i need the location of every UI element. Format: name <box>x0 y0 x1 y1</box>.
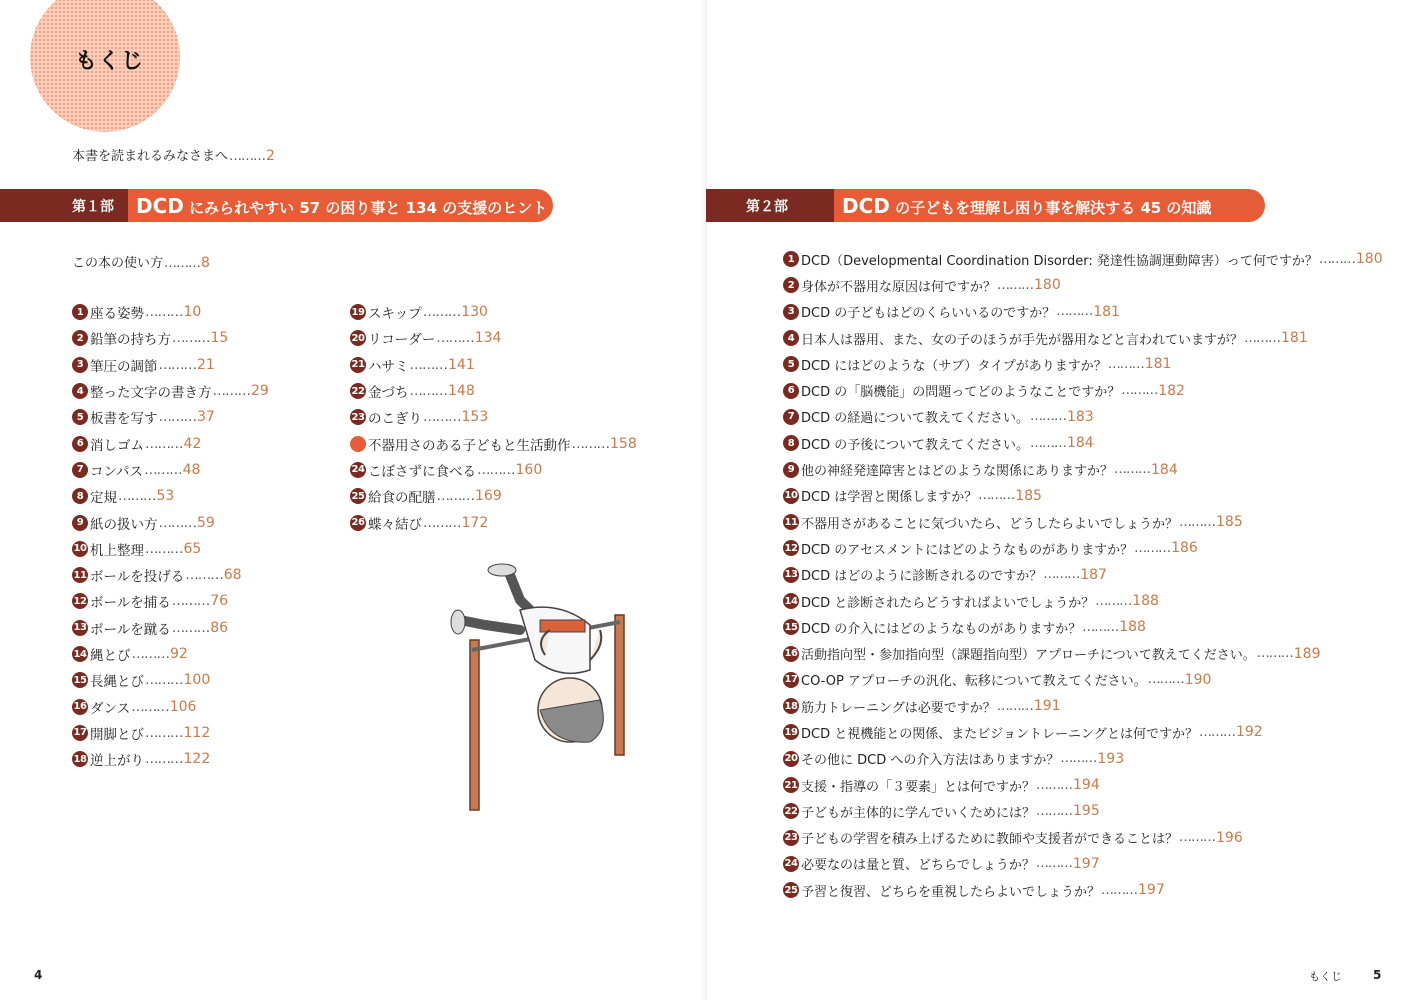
entry-label: 日本人は器用、また、女の子のほうが手先が器用などと言われていますが？ <box>801 332 1244 348</box>
entry-label: DCD の経過について教えてください。 <box>801 411 1029 427</box>
usage-entry[interactable] <box>72 252 210 271</box>
toc-entry[interactable] <box>783 351 1383 377</box>
entry-label: DCD と視機能との関係、またビジョントレーニングとは何ですか？ <box>801 726 1198 742</box>
entry-number-badge: 21 <box>350 357 366 373</box>
toc-entry[interactable] <box>783 877 1383 903</box>
entry-page: 186 <box>1171 540 1198 557</box>
entry-page: 193 <box>1097 750 1125 767</box>
entry-label: DCD の子どもはどのくらいいるのですか？ <box>801 306 1056 322</box>
entry-label: 定規 <box>90 490 117 507</box>
entry-label: リコーダー <box>368 332 436 349</box>
entry-number-badge: 4 <box>72 383 88 399</box>
toc-entry[interactable] <box>783 667 1383 693</box>
intro-page: 2 <box>266 148 275 164</box>
toc-entry[interactable] <box>72 588 269 614</box>
leader-dots: ……… <box>1036 777 1073 793</box>
leader-dots: ……… <box>422 304 461 321</box>
page-number-left: 4 <box>34 968 43 982</box>
entry-label: 不器用さがあることに気づいたら、どうしたらよいでしょうか？ <box>801 516 1179 532</box>
entry-page: 10 <box>183 304 202 321</box>
leader-dots: ……… <box>158 409 196 426</box>
entry-number-badge: 2 <box>72 330 88 346</box>
entry-page: 29 <box>251 383 269 400</box>
leader-dots: ……… <box>185 567 223 584</box>
leader-dots: ……… <box>409 383 447 400</box>
entry-label: 給食の配膳 <box>368 490 436 507</box>
entry-label: 筆圧の調節 <box>90 358 158 375</box>
entry-page: 181 <box>1144 356 1172 373</box>
toc-entry[interactable] <box>783 430 1383 456</box>
leader-dots: ……… <box>171 593 210 610</box>
entry-number-badge: 25 <box>783 882 799 898</box>
entry-number-badge: 12 <box>72 593 88 609</box>
entry-label: 支援・指導の「３要素」とは何ですか？ <box>801 779 1036 795</box>
entry-number-badge: 11 <box>783 514 799 530</box>
toc-entry[interactable] <box>783 483 1383 509</box>
part2-title <box>834 194 1211 218</box>
entry-page: 185 <box>1015 487 1042 504</box>
bullet-dot-icon <box>350 436 366 452</box>
leader-dots: ……… <box>1114 462 1151 478</box>
entry-number-badge: 22 <box>350 383 366 399</box>
toc-entry[interactable] <box>350 352 637 378</box>
leader-dots: ……… <box>131 698 169 715</box>
toc-part2-list <box>783 246 1383 903</box>
entry-page: 59 <box>197 514 215 531</box>
entry-label: こぼさずに食べる <box>368 463 476 480</box>
entry-page: 190 <box>1184 671 1212 688</box>
leader-dots: ……… <box>436 488 474 505</box>
entry-label: 机上整理 <box>90 542 144 559</box>
entry-page: 92 <box>170 646 188 662</box>
entry-page: 181 <box>1093 303 1120 320</box>
leader-dots: ……… <box>1060 751 1097 767</box>
footer-section-label: もくじ <box>1309 970 1342 983</box>
leader-dots: ……… <box>145 724 183 741</box>
toc-column-2 <box>350 299 637 536</box>
entry-page: 183 <box>1066 408 1094 425</box>
toc-entry[interactable] <box>72 483 269 509</box>
entry-label: DCD の予後について教えてください。 <box>801 437 1029 453</box>
toc-entry[interactable] <box>783 719 1383 745</box>
entry-label: スキップ <box>368 306 422 323</box>
entry-label: DCD と診断されたらどうすればよいでしょうか？ <box>801 595 1095 611</box>
leader-dots: ……… <box>158 514 196 531</box>
leader-dots: ……… <box>1082 619 1119 635</box>
entry-label: DCD（Developmental Coordination Disorder: 発達性協調運動障害）って何ですか？ <box>801 253 1318 269</box>
entry-page: 42 <box>183 435 202 452</box>
entry-page: 188 <box>1119 619 1146 636</box>
entry-page: 21 <box>197 356 215 373</box>
leader-dots: ……… <box>144 461 182 478</box>
part1-header <box>0 189 553 222</box>
entry-label: 板書を写す <box>90 411 158 428</box>
intro-label: 本書を読まれるみなさまへ <box>72 149 229 164</box>
toc-entry[interactable] <box>72 667 269 693</box>
entry-number-badge: 16 <box>72 699 88 715</box>
entry-page: 196 <box>1216 829 1243 846</box>
entry-number-badge: 11 <box>72 567 88 583</box>
leader-dots: ……… <box>1043 567 1080 583</box>
leader-dots: ……… <box>171 619 210 636</box>
entry-number-badge: 23 <box>783 830 799 846</box>
toc-entry[interactable] <box>783 772 1383 798</box>
leader-dots: ……… <box>423 409 461 426</box>
entry-page: 65 <box>183 540 202 557</box>
toc-entry[interactable] <box>72 325 269 351</box>
entry-number-badge: 6 <box>72 436 88 452</box>
leader-dots: ……… <box>1198 724 1235 740</box>
leader-dots: ……… <box>1244 330 1281 346</box>
entry-number-badge: 24 <box>783 856 799 872</box>
leader-dots: ……… <box>164 256 201 271</box>
toc-entry[interactable] <box>350 457 637 483</box>
entry-page: 76 <box>210 593 229 610</box>
entry-page: 134 <box>474 330 502 347</box>
entry-page: 197 <box>1138 882 1165 899</box>
toc-entry[interactable] <box>72 562 269 588</box>
entry-label: 子どもの学習を積み上げるために教師や支援者ができることは？ <box>801 832 1179 848</box>
toc-entry[interactable] <box>72 352 269 378</box>
toc-entry[interactable] <box>783 509 1383 535</box>
toc-entry[interactable] <box>783 588 1383 614</box>
entry-page: 106 <box>169 698 197 715</box>
entry-page: 189 <box>1293 645 1321 662</box>
toc-entry[interactable] <box>783 825 1383 851</box>
toc-entry[interactable] <box>783 746 1383 772</box>
leader-dots: ……… <box>145 751 183 768</box>
entry-page: 192 <box>1235 724 1263 741</box>
entry-page: 53 <box>156 488 175 505</box>
entry-page: 197 <box>1072 855 1100 872</box>
toc-entry[interactable] <box>350 483 637 509</box>
toc-entry[interactable] <box>72 693 269 719</box>
leader-dots: ……… <box>1179 830 1216 846</box>
entry-page: 112 <box>183 724 211 741</box>
intro-entry[interactable] <box>72 145 275 164</box>
entry-number-badge: 5 <box>72 409 88 425</box>
entry-number-badge: 19 <box>350 304 366 320</box>
leader-dots: ……… <box>1318 251 1355 267</box>
leader-dots: ……… <box>978 488 1015 504</box>
entry-number-badge: 10 <box>72 541 88 557</box>
toc-entry[interactable] <box>783 299 1383 325</box>
entry-page: 188 <box>1132 593 1159 609</box>
leader-dots: ……… <box>145 304 183 321</box>
entry-label: 不器用さのある子どもと生活動作 <box>368 437 571 454</box>
leader-dots: ……… <box>1029 409 1066 425</box>
toc-entry[interactable] <box>783 640 1383 666</box>
entry-number-badge: 25 <box>350 488 366 504</box>
entry-number-badge: 18 <box>783 698 799 714</box>
usage-label: この本の使い方 <box>72 256 164 271</box>
entry-number-badge: 16 <box>783 646 799 662</box>
leader-dots: ……… <box>158 356 196 373</box>
leader-dots: ……… <box>423 514 461 531</box>
leader-dots: ……… <box>1095 593 1132 609</box>
page-title: もくじ <box>75 49 145 74</box>
part1-title-big: DCD <box>136 193 184 218</box>
leader-dots: ……… <box>145 435 183 452</box>
entry-number-badge: 15 <box>783 619 799 635</box>
entry-label: 必要なのは量と質、どちらでしょうか？ <box>801 858 1035 874</box>
leader-dots: ……… <box>997 277 1034 293</box>
entry-label: 活動指向型・参加指向型（課題指向型）アプローチについて教えてください。 <box>801 648 1256 664</box>
leader-dots: ……… <box>1029 435 1066 451</box>
leader-dots: ……… <box>1256 646 1293 662</box>
entry-label: DCD は学習と関係しますか？ <box>801 490 978 506</box>
toc-entry[interactable] <box>783 851 1383 877</box>
toc-entry[interactable] <box>783 325 1383 351</box>
entry-number-badge: 3 <box>72 357 88 373</box>
entry-number-badge: 1 <box>72 304 88 320</box>
toc-entry[interactable] <box>783 535 1383 561</box>
entry-label: 長縄とび <box>90 674 144 691</box>
left-page <box>0 0 707 1000</box>
entry-number-badge: 6 <box>783 383 799 399</box>
entry-number-badge: 2 <box>783 277 799 293</box>
entry-label: 縄とび <box>90 648 131 664</box>
entry-number-badge: 23 <box>350 409 366 425</box>
entry-label: ダンス <box>90 700 131 717</box>
entry-page: 180 <box>1034 277 1061 294</box>
toc-entry[interactable] <box>72 299 269 325</box>
entry-number-badge: 5 <box>783 356 799 372</box>
entry-page: 148 <box>448 383 475 400</box>
toc-entry[interactable] <box>783 377 1383 403</box>
part1-title-rest: にみられやすい 57 の困り事と 134 の支援のヒント <box>183 198 548 217</box>
entry-number-badge: 1 <box>783 251 799 267</box>
entry-label: CO-OP アプローチの汎化、転移について教えてください。 <box>801 674 1147 690</box>
toc-entry[interactable] <box>72 509 269 535</box>
entry-page: 180 <box>1355 251 1383 268</box>
entry-page: 160 <box>515 461 543 478</box>
entry-label: 他の神経発達障害とはどのような関係にありますか？ <box>801 464 1114 480</box>
leader-dots: ……… <box>1036 803 1073 819</box>
entry-label: 筋力トレーニングは必要ですか？ <box>801 700 996 716</box>
entry-page: 153 <box>461 409 489 426</box>
toc-entry[interactable] <box>72 536 269 562</box>
entry-page: 184 <box>1151 461 1178 478</box>
entry-label: コンパス <box>90 463 144 480</box>
toc-entry[interactable] <box>783 456 1383 482</box>
leader-dots: ……… <box>212 383 250 400</box>
entry-label: 開脚とび <box>90 726 144 743</box>
entry-number-badge: 19 <box>783 724 799 740</box>
entry-number-badge: 4 <box>783 330 799 346</box>
entry-page: 15 <box>210 330 229 347</box>
entry-page: 195 <box>1073 803 1100 820</box>
leader-dots: ……… <box>172 330 210 347</box>
entry-label: その他に DCD への介入方法はありますか？ <box>801 753 1060 769</box>
entry-label: DCD はどのように診断されるのですか？ <box>801 569 1043 585</box>
part1-title <box>128 194 547 218</box>
entry-label: 身体が不器用な原因は何ですか？ <box>801 279 997 295</box>
entry-number-badge: 9 <box>72 515 88 531</box>
leader-dots: ……… <box>996 698 1033 714</box>
leader-dots: ……… <box>477 461 515 478</box>
entry-number-badge: 17 <box>72 725 88 741</box>
toc-entry[interactable] <box>350 299 637 325</box>
part2-title-rest: の子どもを理解し困り事を解決する 45 の知識 <box>889 198 1212 217</box>
entry-label: ボールを捕る <box>90 595 171 612</box>
entry-page: 185 <box>1216 514 1243 531</box>
toc-column-1 <box>72 299 269 772</box>
leader-dots: ……… <box>1134 540 1171 556</box>
entry-label: 金づち <box>368 385 409 402</box>
entry-number-badge: 13 <box>72 620 88 636</box>
leader-dots: ……… <box>131 646 169 662</box>
leader-dots: ……… <box>229 149 266 164</box>
entry-page: 86 <box>210 619 229 636</box>
entry-page: 122 <box>183 751 211 768</box>
toc-entry[interactable] <box>350 509 637 535</box>
entry-label: 消しゴム <box>90 437 144 454</box>
entry-number-badge: 14 <box>783 593 799 609</box>
part2-title-big: DCD <box>842 193 890 218</box>
toc-entry[interactable] <box>72 641 269 667</box>
page-number-right: 5 <box>1373 968 1382 982</box>
entry-number-badge: 8 <box>72 488 88 504</box>
entry-number-badge: 3 <box>783 304 799 320</box>
entry-label: 鉛筆の持ち方 <box>90 332 171 349</box>
entry-page: 181 <box>1281 330 1308 347</box>
entry-number-badge: 18 <box>72 751 88 767</box>
entry-page: 100 <box>183 672 211 689</box>
toc-entry[interactable] <box>783 614 1383 640</box>
entry-page: 48 <box>182 461 201 478</box>
entry-label: DCD のアセスメントにはどのようなものがありますか？ <box>801 542 1134 558</box>
toc-entry[interactable] <box>72 404 269 430</box>
toc-entry[interactable] <box>350 430 637 456</box>
leader-dots: ……… <box>1056 304 1093 320</box>
entry-label: 逆上がり <box>90 753 144 770</box>
entry-number-badge: 15 <box>72 672 88 688</box>
entry-page: 194 <box>1073 777 1100 794</box>
toc-entry[interactable] <box>72 457 269 483</box>
leader-dots: ……… <box>1035 856 1072 872</box>
toc-entry[interactable] <box>72 378 269 404</box>
leader-dots: ……… <box>145 540 183 557</box>
entry-number-badge: 13 <box>783 567 799 583</box>
toc-entry[interactable] <box>350 404 637 430</box>
leader-dots: ……… <box>1107 356 1144 372</box>
entry-number-badge: 24 <box>350 462 366 478</box>
entry-number-badge: 20 <box>783 751 799 767</box>
entry-page: 37 <box>197 409 215 426</box>
toc-entry[interactable] <box>72 430 269 456</box>
entry-number-badge: 22 <box>783 803 799 819</box>
entry-page: 68 <box>223 567 242 584</box>
entry-label: 整った文字の書き方 <box>90 385 212 402</box>
entry-page: 158 <box>610 435 637 452</box>
entry-page: 172 <box>461 514 489 531</box>
entry-page: 130 <box>461 304 488 321</box>
entry-label: 子どもが主体的に学んでいくためには？ <box>801 805 1036 821</box>
leader-dots: ……… <box>118 488 156 505</box>
entry-label: DCD の「脳機能」の問題ってどのようなことですか？ <box>801 385 1121 401</box>
entry-number-badge: 9 <box>783 462 799 478</box>
toc-entry[interactable] <box>783 562 1383 588</box>
entry-number-badge: 21 <box>783 777 799 793</box>
usage-page: 8 <box>201 255 210 271</box>
entry-number-badge: 26 <box>350 515 366 531</box>
entry-page: 182 <box>1158 382 1185 399</box>
entry-number-badge: 10 <box>783 488 799 504</box>
entry-label: DCD にはどのような（サブ）タイプがありますか？ <box>801 358 1107 374</box>
toc-entry[interactable] <box>783 798 1383 824</box>
entry-label: ボールを投げる <box>90 569 185 586</box>
entry-page: 184 <box>1066 435 1094 452</box>
toc-entry[interactable] <box>783 693 1383 719</box>
leader-dots: ……… <box>571 435 609 452</box>
leader-dots: ……… <box>1101 882 1138 898</box>
entry-page: 191 <box>1033 698 1061 715</box>
leader-dots: ……… <box>436 330 474 347</box>
entry-label: 座る姿勢 <box>90 306 144 323</box>
entry-page: 141 <box>448 356 475 373</box>
toc-entry[interactable] <box>72 615 269 641</box>
entry-label: 予習と復習、どちらを重視したらよいでしょうか？ <box>801 884 1101 900</box>
entry-label: のこぎり <box>368 411 422 428</box>
entry-page: 187 <box>1080 566 1107 583</box>
part2-tag: 第２部 <box>706 189 834 222</box>
entry-number-badge: 20 <box>350 330 366 346</box>
leader-dots: ……… <box>1179 514 1216 530</box>
leader-dots: ……… <box>1121 383 1158 399</box>
entry-label: DCD の介入にはどのようなものがありますか？ <box>801 621 1082 637</box>
entry-number-badge: 7 <box>72 462 88 478</box>
toc-entry[interactable] <box>783 272 1383 298</box>
leader-dots: ……… <box>1147 672 1184 688</box>
entry-page: 169 <box>475 488 502 505</box>
entry-number-badge: 12 <box>783 540 799 556</box>
leader-dots: ……… <box>409 356 447 373</box>
entry-label: 紙の扱い方 <box>90 516 158 533</box>
entry-number-badge: 8 <box>783 435 799 451</box>
entry-label: 蝶々結び <box>368 516 422 533</box>
child-on-bar-illustration <box>440 560 640 820</box>
entry-number-badge: 14 <box>72 646 88 662</box>
part1-tag: 第１部 <box>0 189 128 222</box>
entry-label: ボールを蹴る <box>90 621 171 638</box>
leader-dots: ……… <box>145 672 183 689</box>
toc-entry[interactable] <box>350 378 637 404</box>
entry-number-badge: 17 <box>783 672 799 688</box>
entry-number-badge: 7 <box>783 409 799 425</box>
part2-header <box>706 189 1265 222</box>
toc-entry[interactable] <box>72 746 269 772</box>
toc-entry[interactable] <box>783 246 1383 272</box>
toc-entry[interactable] <box>350 325 637 351</box>
toc-entry[interactable] <box>72 720 269 746</box>
entry-label: ハサミ <box>368 358 409 375</box>
toc-entry[interactable] <box>783 404 1383 430</box>
